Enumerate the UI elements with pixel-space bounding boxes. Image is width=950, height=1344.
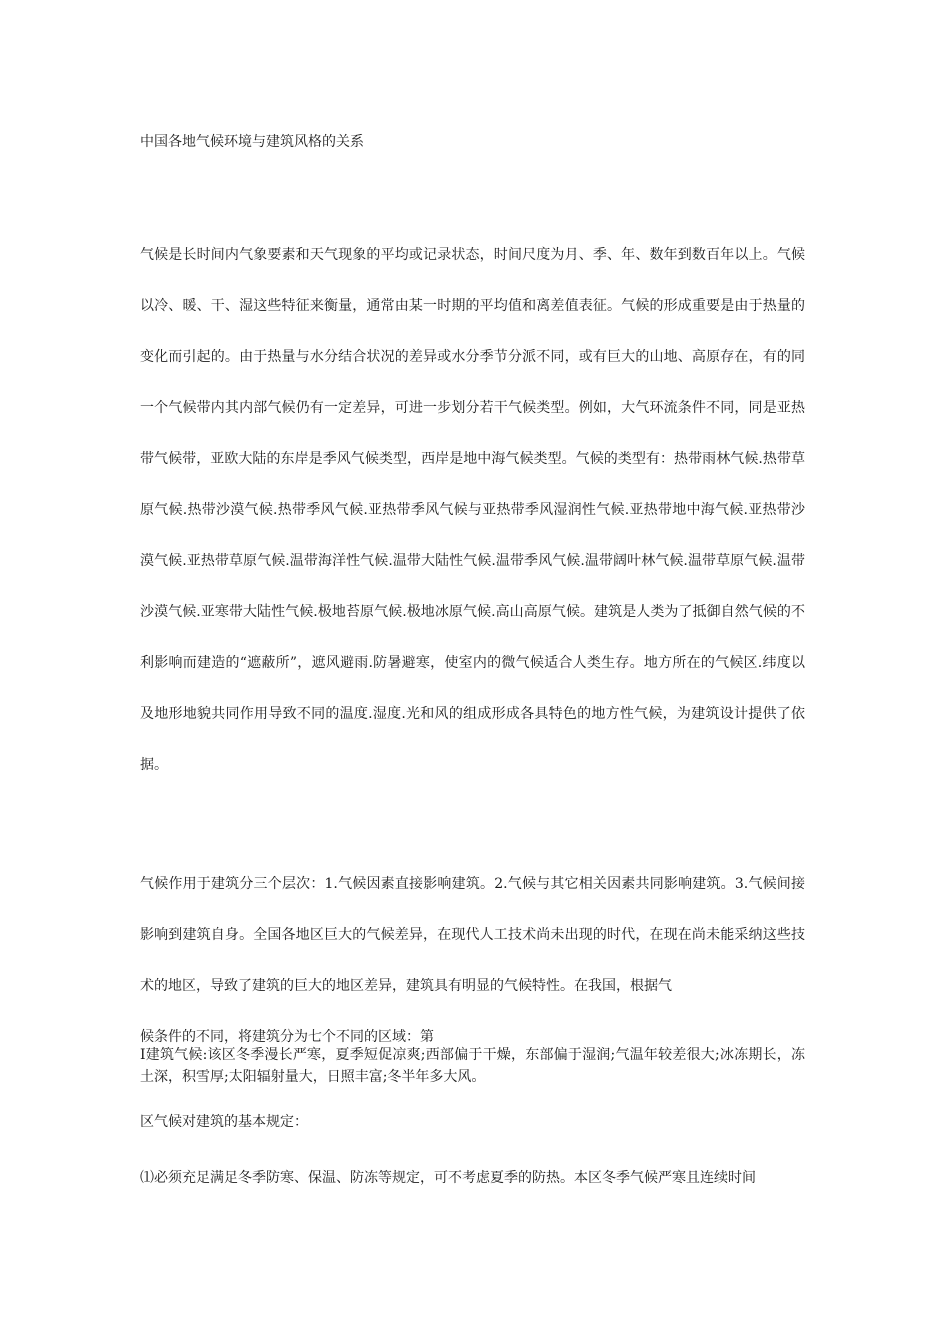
paragraph-zone-requirements-heading: 区气候对建筑的基本规定： — [140, 1114, 308, 1130]
paragraph-requirement-one: ⑴必须充足满足冬季防寒、保温、防冻等规定，可不考虑夏季的防热。本区冬季气候严寒且连续时间 — [140, 1170, 756, 1186]
paragraph-climate-levels-tail: 候条件的不同，将建筑分为七个不同的区域：第 — [140, 1029, 434, 1045]
paragraph-zone-one-climate: Ⅰ建筑气候:该区冬季漫长严寒，夏季短促凉爽;西部偏于干燥，东部偏于湿润;气温年较差很大;冰冻期长，冻土深，积雪厚;太阳辐射量大，日照丰富;冬半年多大风。 — [140, 1047, 805, 1085]
document-title: 中国各地气候环境与建筑风格的关系 — [140, 134, 364, 150]
paragraph-climate-definition: 气候是长时间内气象要素和天气现象的平均或记录状态，时间尺度为月、季、年、数年到数百年以上。气候以冷、暖、干、湿这些特征来衡量，通常由某一时期的平均值和离差值表征。气候的形成重要是由于热量的变化而引起的。由于热量与水分结合状况的差异或水分季节分派不同，或有巨大的山地、高原存在，有的同一个气候带内其内部气候仍有一定差异，可进一步划分若干气候类型。例如，大气环流条件不同，同是亚热带气候带，亚欧大陆的东岸是季风气候类型，西岸是地中海气候类型。气候的类型有：热带雨林气候.热带草原气候.热带沙漠气候.热带季风气候.亚热带季风气候与亚热带季风湿润性气候.亚热带地中海气候.亚热带沙漠气候.亚热带草原气候.温带海洋性气候.温带大陆性气候.温带季风气候.温带阔叶林气候.温带草原气候.温带沙漠气候.亚寒带大陆性气候.极地苔原气候.极地冰原气候.高山高原气候。建筑是人类为了抵御自然气候的不利影响而建造的“遮蔽所”，遮风避雨.防暑避寒，使室内的微气候适合人类生存。地方所在的气候区.纬度以及地形地貌共同作用导致不同的温度.湿度.光和风的组成形成各具特色的地方性气候，为建筑设计提供了依据。 — [140, 247, 805, 773]
paragraph-climate-levels: 气候作用于建筑分三个层次：1.气候因素直接影响建筑。2.气候与其它相关因素共同影响建筑。3.气候间接影响到建筑自身。全国各地区巨大的气候差异，在现代人工技术尚未出现的时代，在现在尚未能采纳这些技术的地区，导致了建筑的巨大的地区差异，建筑具有明显的气候特性。在我国，根据气 — [140, 876, 805, 994]
